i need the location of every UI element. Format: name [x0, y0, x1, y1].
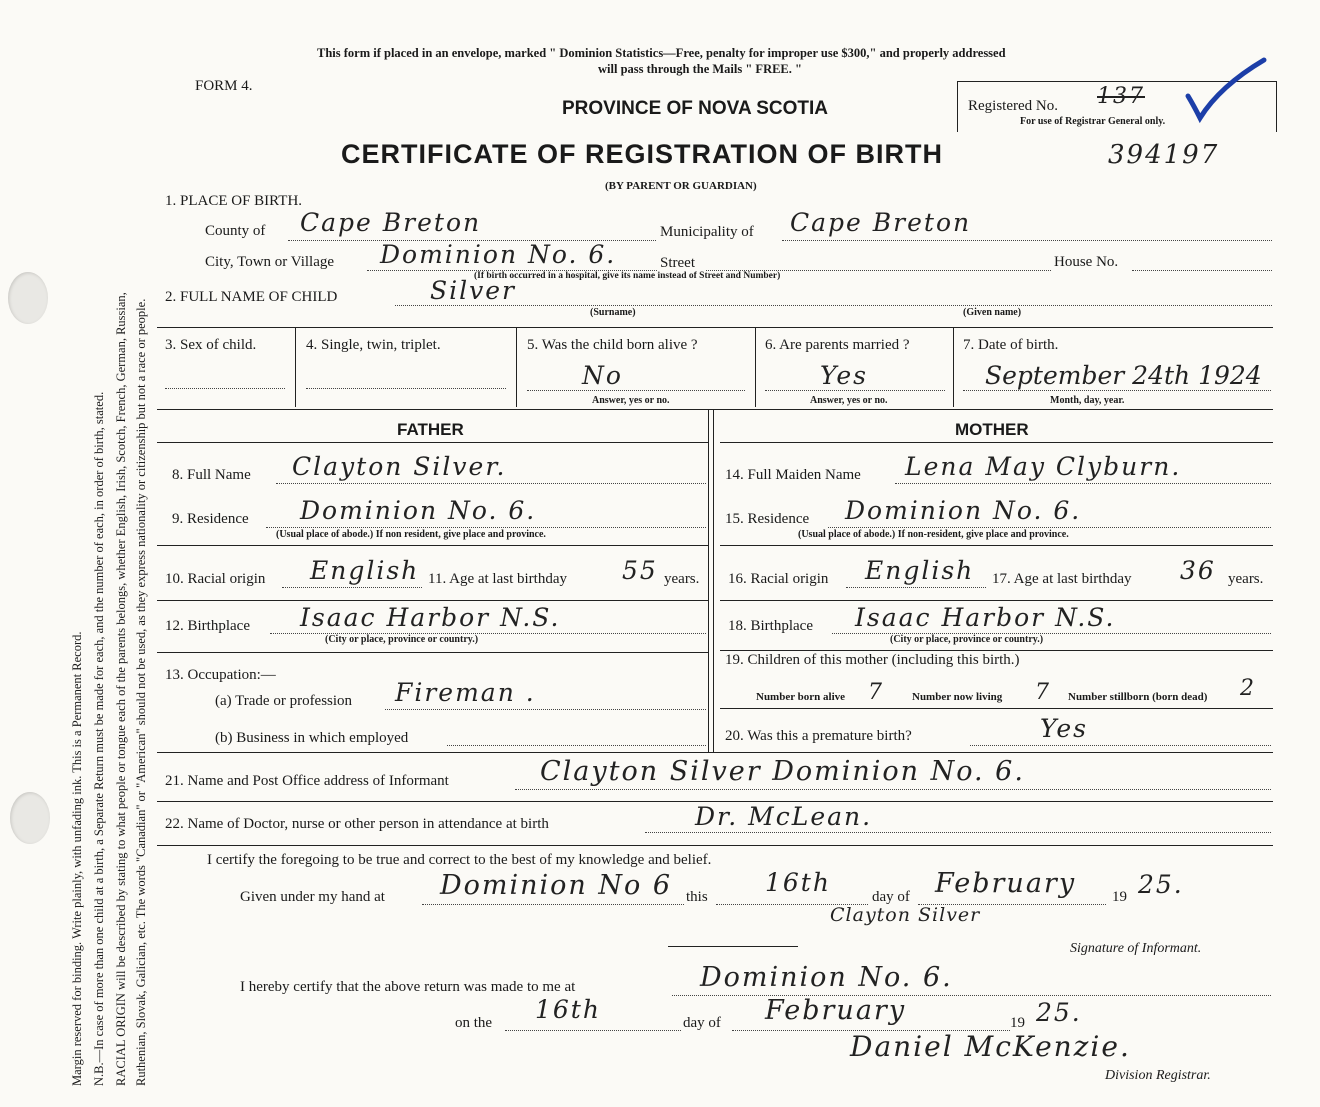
city-town-village-label: City, Town or Village: [205, 254, 335, 270]
given-this-label: this: [686, 889, 708, 905]
hospital-note: (If birth occurred in a hospital, give its name instead of Street and Number): [474, 271, 781, 281]
registrar-day-of-label: day of: [683, 1015, 721, 1031]
father-racial-origin-label: 10. Racial origin: [165, 571, 266, 587]
mother-age-label: 17. Age at last birthday: [992, 571, 1132, 587]
child-name-label: 2. FULL NAME OF CHILD: [165, 289, 338, 305]
plurality-label: 4. Single, twin, triplet.: [306, 337, 441, 353]
occupation-label: 13. Occupation:—: [165, 667, 276, 683]
sex-of-child-label: 3. Sex of child.: [165, 337, 257, 353]
registered-number-value: 137: [1097, 84, 1145, 109]
now-living-count-label: Number now living: [912, 691, 1003, 703]
city-town-village-value: Dominion No. 6.: [380, 240, 617, 269]
province-heading: PROVINCE OF NOVA SCOTIA: [562, 98, 829, 119]
mother-heading: MOTHER: [955, 420, 1029, 439]
municipality-label: Municipality of: [660, 224, 754, 240]
father-years-label: years.: [664, 571, 700, 587]
born-alive-count-value: 7: [868, 680, 884, 705]
registrar-year-value: 25.: [1036, 998, 1082, 1027]
born-alive-label: 5. Was the child born alive ?: [527, 337, 698, 353]
premature-birth-label: 20. Was this a premature birth?: [725, 728, 912, 744]
margin-note-multiple-births: N.B.—In case of more than one child at a birth, a Separate Return must be made for each, and the number of each, in order of birth, stated.: [92, 391, 106, 1086]
given-under-hand-label: Given under my hand at: [240, 889, 385, 905]
children-of-mother-label: 19. Children of this mother (including this birth.): [725, 652, 1020, 668]
punch-hole-top: [8, 272, 48, 324]
date-of-birth-caption: Month, day, year.: [1050, 395, 1125, 406]
registrar-year-prefix: 19: [1010, 1015, 1025, 1031]
date-of-birth-label: 7. Date of birth.: [963, 337, 1059, 353]
certificate-title: CERTIFICATE OF REGISTRATION OF BIRTH: [341, 139, 943, 169]
county-label: County of: [205, 223, 266, 239]
father-residence-label: 9. Residence: [172, 511, 249, 527]
doctor-label: 22. Name of Doctor, nurse or other person in attendance at birth: [165, 816, 549, 832]
parents-married-caption: Answer, yes or no.: [810, 395, 888, 406]
mother-birthplace-label: 18. Birthplace: [728, 618, 813, 634]
margin-note-binding: Margin reserved for binding. Write plainly, with unfading ink. This is a Permanent Record.: [70, 631, 84, 1086]
registrar-signature: Daniel McKenzie.: [850, 1030, 1131, 1063]
house-number-label: House No.: [1054, 254, 1119, 270]
father-birthplace-value: Isaac Harbor N.S.: [300, 603, 561, 632]
date-of-birth-value: September 24th 1924: [985, 361, 1262, 390]
margin-note-racial-origin: RACIAL ORIGIN will be described by stating to what people or tongue each of the parents belongs, whether English, Irish, Scotch, French, German, Russian,: [114, 292, 128, 1086]
business-label: (b) Business in which employed: [215, 730, 409, 746]
registrar-on-the-label: on the: [455, 1015, 493, 1031]
informant-label: 21. Name and Post Office address of Informant: [165, 773, 449, 789]
father-racial-origin-value: English: [310, 556, 420, 585]
parents-married-label: 6. Are parents married ?: [765, 337, 910, 353]
given-month-value: February: [935, 868, 1077, 899]
father-heading: FATHER: [397, 420, 464, 439]
informant-signature: Clayton Silver: [830, 904, 981, 926]
mother-residence-label: 15. Residence: [725, 511, 810, 527]
parents-married-value: Yes: [820, 361, 868, 390]
county-value: Cape Breton: [300, 208, 482, 237]
trade-value: Fireman .: [395, 678, 536, 707]
informant-value: Clayton Silver Dominion No. 6.: [540, 756, 1025, 787]
registrar-certification-statement: I hereby certify that the above return was made to me at: [240, 979, 576, 995]
mother-name-label: 14. Full Maiden Name: [725, 467, 861, 483]
child-surname-value: Silver: [430, 276, 516, 305]
registrar-day-value: 16th: [535, 995, 601, 1024]
handwritten-certificate-number: 394197: [1108, 140, 1220, 170]
mother-residence-value: Dominion No. 6.: [845, 496, 1082, 525]
registrar-use-note: For use of Registrar General only.: [1020, 116, 1166, 127]
given-name-caption: (Given name): [963, 307, 1022, 318]
given-year-prefix: 19: [1112, 889, 1127, 905]
doctor-value: Dr. McLean.: [695, 802, 873, 831]
given-day-of-label: day of: [872, 889, 910, 905]
informant-signature-caption: Signature of Informant.: [1070, 941, 1202, 956]
born-alive-value: No: [582, 361, 623, 390]
informant-certification-statement: I certify the foregoing to be true and correct to the best of my knowledge and belief.: [207, 852, 712, 868]
premature-birth-value: Yes: [1040, 714, 1088, 743]
now-living-count-value: 7: [1035, 680, 1051, 705]
postal-notice-line-1: This form if placed in an envelope, marked " Dominion Statistics—Free, penalty for improper use $300," and properly addressed: [317, 46, 1006, 60]
mother-racial-origin-value: English: [865, 556, 975, 585]
mother-years-label: years.: [1228, 571, 1264, 587]
father-age-label: 11. Age at last birthday: [428, 571, 567, 587]
mother-age-value: 36: [1180, 556, 1216, 585]
margin-note-nationality: Ruthenian, Slovak, Galician, etc. The words "Canadian" or "American" should not be used, as they express nationality or citizenship but not a race or people.: [134, 298, 148, 1086]
given-year-value: 25.: [1138, 870, 1184, 899]
born-alive-count-label: Number born alive: [756, 691, 846, 703]
registrar-signature-caption: Division Registrar.: [1105, 1068, 1211, 1083]
postal-notice-line-2: will pass through the Mails " FREE. ": [598, 62, 802, 76]
father-age-value: 55: [622, 556, 658, 585]
given-day-value: 16th: [765, 868, 831, 897]
trade-label: (a) Trade or profession: [215, 693, 353, 709]
mother-birthplace-value: Isaac Harbor N.S.: [855, 603, 1116, 632]
municipality-value: Cape Breton: [790, 208, 972, 237]
street-label: Street: [660, 255, 695, 271]
given-place-value: Dominion No 6: [440, 870, 673, 901]
father-residence-value: Dominion No. 6.: [300, 496, 537, 525]
mother-name-value: Lena May Clyburn.: [905, 452, 1182, 481]
stillborn-count-label: Number stillborn (born dead): [1068, 691, 1208, 703]
father-name-label: 8. Full Name: [172, 467, 251, 483]
father-name-value: Clayton Silver.: [292, 452, 507, 481]
registered-number-label: Registered No.: [968, 98, 1058, 114]
mother-birthplace-caption: (City or place, province or country.): [890, 634, 1044, 645]
mother-residence-caption: (Usual place of abode.) If non-resident, give place and province.: [798, 529, 1069, 540]
father-birthplace-caption: (City or place, province or country.): [325, 634, 479, 645]
place-of-birth-heading: 1. PLACE OF BIRTH.: [165, 193, 303, 209]
form-number: FORM 4.: [195, 78, 253, 94]
father-birthplace-label: 12. Birthplace: [165, 618, 250, 634]
born-alive-caption: Answer, yes or no.: [592, 395, 670, 406]
registrar-month-value: February: [765, 995, 907, 1026]
father-residence-caption: (Usual place of abode.) If non resident, give place and province.: [276, 529, 546, 540]
certificate-subtitle: (BY PARENT OR GUARDIAN): [605, 180, 757, 192]
stillborn-count-value: 2: [1240, 676, 1256, 701]
mother-racial-origin-label: 16. Racial origin: [728, 571, 829, 587]
registrar-place-value: Dominion No. 6.: [700, 962, 953, 993]
punch-hole-bottom: [10, 792, 50, 844]
check-mark-icon: [1180, 56, 1270, 128]
surname-caption: (Surname): [590, 307, 636, 318]
